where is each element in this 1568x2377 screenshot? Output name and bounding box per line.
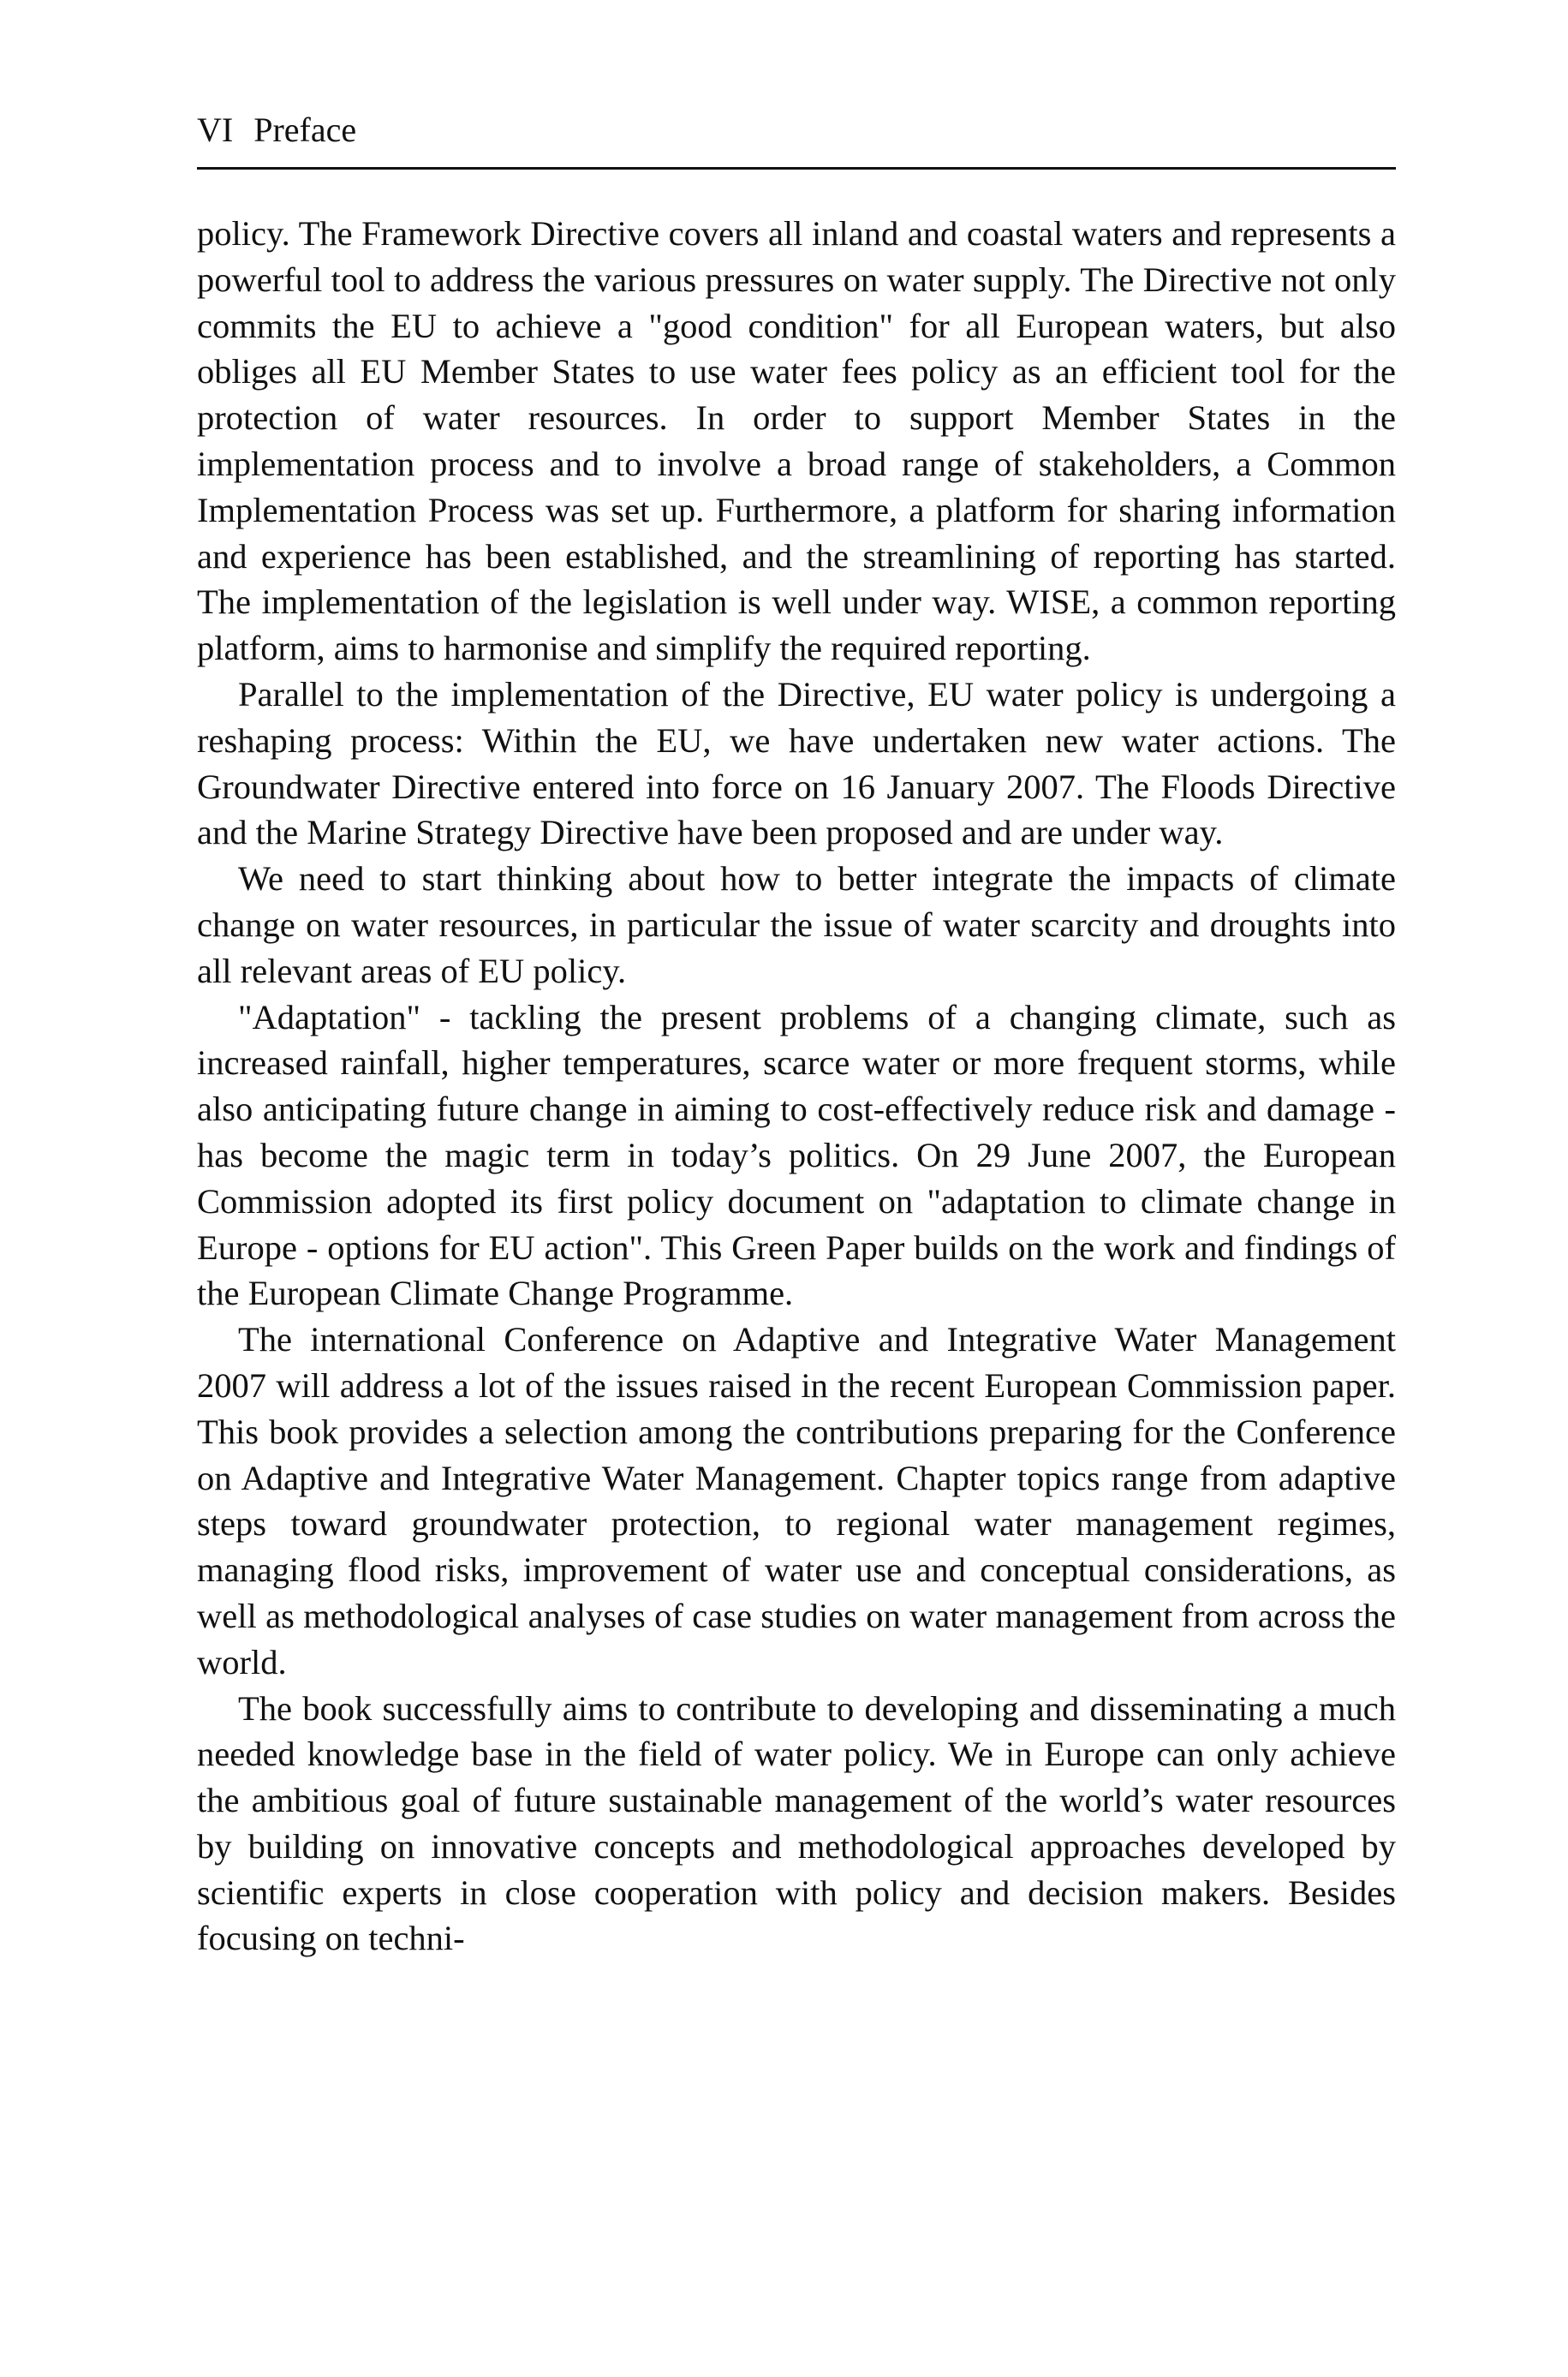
- running-head: [197, 110, 1396, 151]
- paragraph: The book successfully aims to contribute to developing and disseminating a much needed knowledge base in the field of water policy. We in Europe can only achieve the ambitious goal of future sustainable management of the world’s water resources by building on innovative concepts and methodological approaches developed by scientific experts in close cooperation with policy and decision makers. Besides focusing on techni-: [197, 1688, 1396, 1958]
- body-text: [197, 211, 1396, 1962]
- paragraph-continuation: policy. The Framework Directive covers all inland and coastal waters and represents a powerful tool to address the various pressures on water supply. The Directive not only commits the EU to achieve a "good condition" for all European waters, but also obliges all EU Member States to use water fees policy as an efficient tool for the protection of water resources. In order to support Member States in the implementation process and to involve a broad range of stakeholders, a Common Implementation Process was set up. Furthermore, a platform for sharing information and experience has been established, and the streamlining of reporting has started. The implementation of the legislation is well under way. WISE, a common reporting platform, aims to harmonise and simplify the required reporting.: [197, 214, 1396, 668]
- book-page: [197, 0, 1396, 2377]
- page-number: VI: [197, 110, 234, 149]
- paragraph: "Adaptation" - tackling the present problems of a changing climate, such as increased rainfall, higher temperatures, scarce water or more frequent storms, while also anticipating future change in aiming to cost-effectively reduce risk and damage - has become the magic term in today’s politics. On 29 June 2007, the European Commission adopted its first policy document on "adaptation to climate change in Europe - options for EU action". This Green Paper builds on the work and findings of the European Climate Change Programme.: [197, 997, 1396, 1313]
- paragraph: Parallel to the implementation of the Directive, EU water policy is undergoing a reshaping process: Within the EU, we have undertaken new water actions. The Groundwater Directive entered into force on 16 January 2007. The Floods Directive and the Marine Strategy Directive have been proposed and are under way.: [197, 674, 1396, 852]
- header-rule: [197, 167, 1396, 170]
- running-head-title: Preface: [253, 110, 357, 149]
- paragraph: We need to start thinking about how to better integrate the impacts of climate change on water resources, in particular the issue of water scarcity and droughts into all relevant areas of EU policy.: [197, 859, 1396, 990]
- paragraph: The international Conference on Adaptive and Integrative Water Management 2007 will address a lot of the issues raised in the recent European Commission paper. This book provides a selection among the contributions preparing for the Conference on Adaptive and Integrative Water Management. Chapter topics range from adaptive steps toward groundwater protection, to regional water management regimes, managing flood risks, improvement of water use and conceptual considerations, as well as methodological analyses of case studies on water management from across the world.: [197, 1320, 1396, 1681]
